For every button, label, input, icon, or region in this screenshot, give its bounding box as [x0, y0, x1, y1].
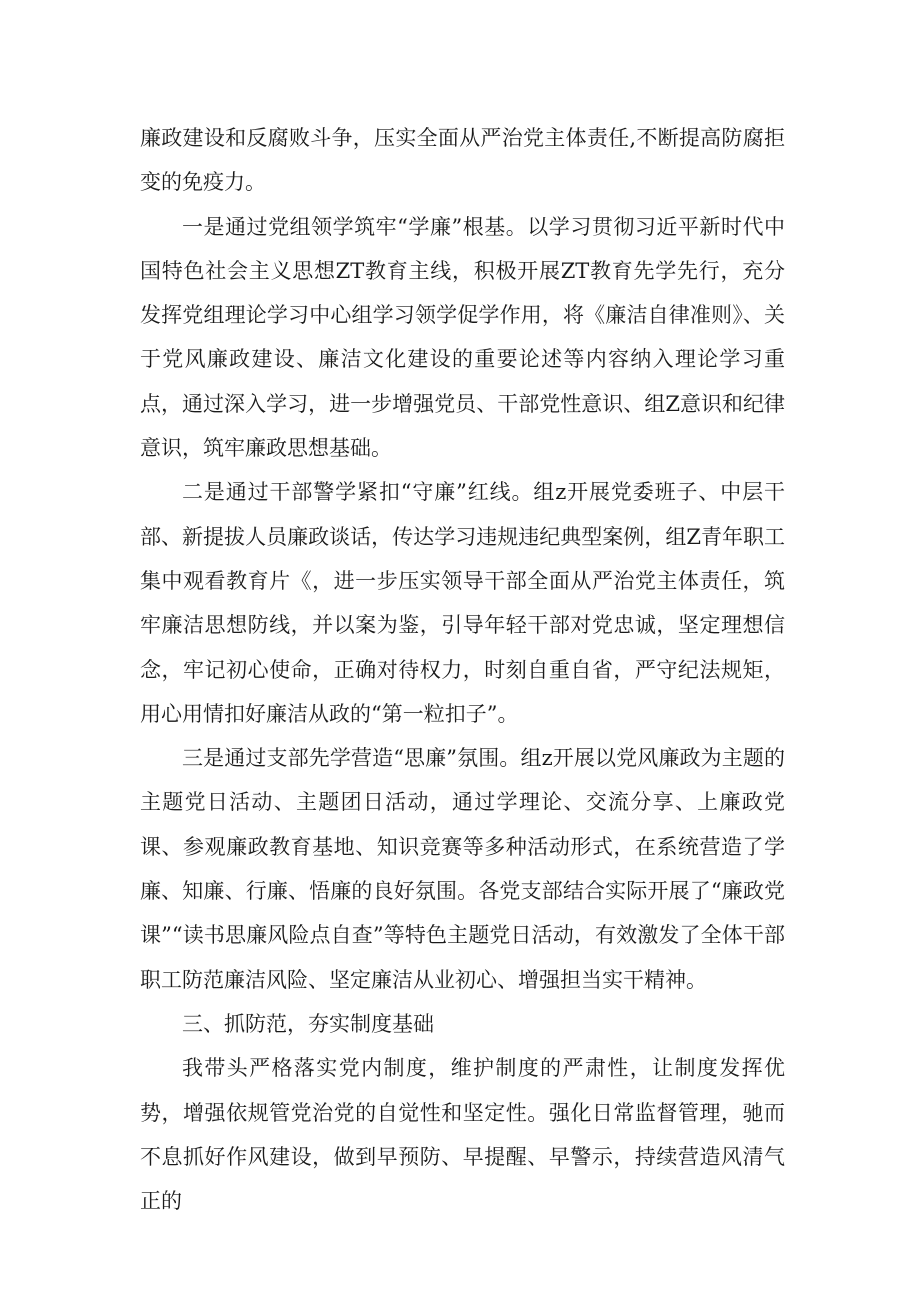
section-heading-prevention: 三、抓防范，夯实制度基础 [182, 1011, 434, 1036]
paragraph-system-foundation: 我带头严格落实党内制度，维护制度的严肃性，让制度发挥优势，增强依规管党治党的自觉性和坚定性。强化日常监督管理，驰而不息抓好作风建设，做到早预防、早提醒、早警示，持续营造风清气正的 [140, 1056, 785, 1214]
paragraph-branch-study: 三是通过支部先学营造“思廉”氛围。组z开展以党风廉政为主题的主题党日活动、主题团日活动，通过学理论、交流分享、上廉政党课、参观廉政教育基地、知识竞赛等多种活动形式，在系统营造了学廉、知廉、行廉、悟廉的良好氛围。各党支部结合实际开展了“廉政党课”“读书思廉风险点自查”等特色主题党日活动，有效激发了全体干部职工防范廉洁风险、坚定廉洁从业初心、增强担当实干精神。 [140, 746, 785, 992]
paragraph-cadre-warning-study: 二是通过干部警学紧扣“守廉”红线。组z开展党委班子、中层干部、新提拔人员廉政谈话，传达学习违规违纪典型案例，组Z青年职工集中观看教育片《，进一步压实领导干部全面从严治党主体责任，筑牢廉洁思想防线，并以案为鉴，引导年轻干部对党忠诚，坚定理想信念，牢记初心使命，正确对待权力，时刻自重自省，严守纪法规矩，用心用情扣好廉洁从政的“第一粒扣子”。 [140, 480, 785, 726]
paragraph-party-group-study: 一是通过党组领学筑牢“学廉”根基。以学习贯彻习近平新时代中国特色社会主义思想ZT教育主线，积极开展ZT教育先学先行，充分发挥党组理论学习中心组学习领学促学作用，将《廉洁自律准则》、关于党风廉政建设、廉洁文化建设的重要论述等内容纳入理论学习重点，通过深入学习，进一步增强党员、干部党性意识、组Z意识和纪律意识，筑牢廉政思想基础。 [140, 214, 785, 461]
document-body [140, 116, 785, 1223]
paragraph-continuation: 廉政建设和反腐败斗争，压实全面从严治党主体责任,不断提高防腐拒变的免疫力。 [140, 126, 785, 195]
